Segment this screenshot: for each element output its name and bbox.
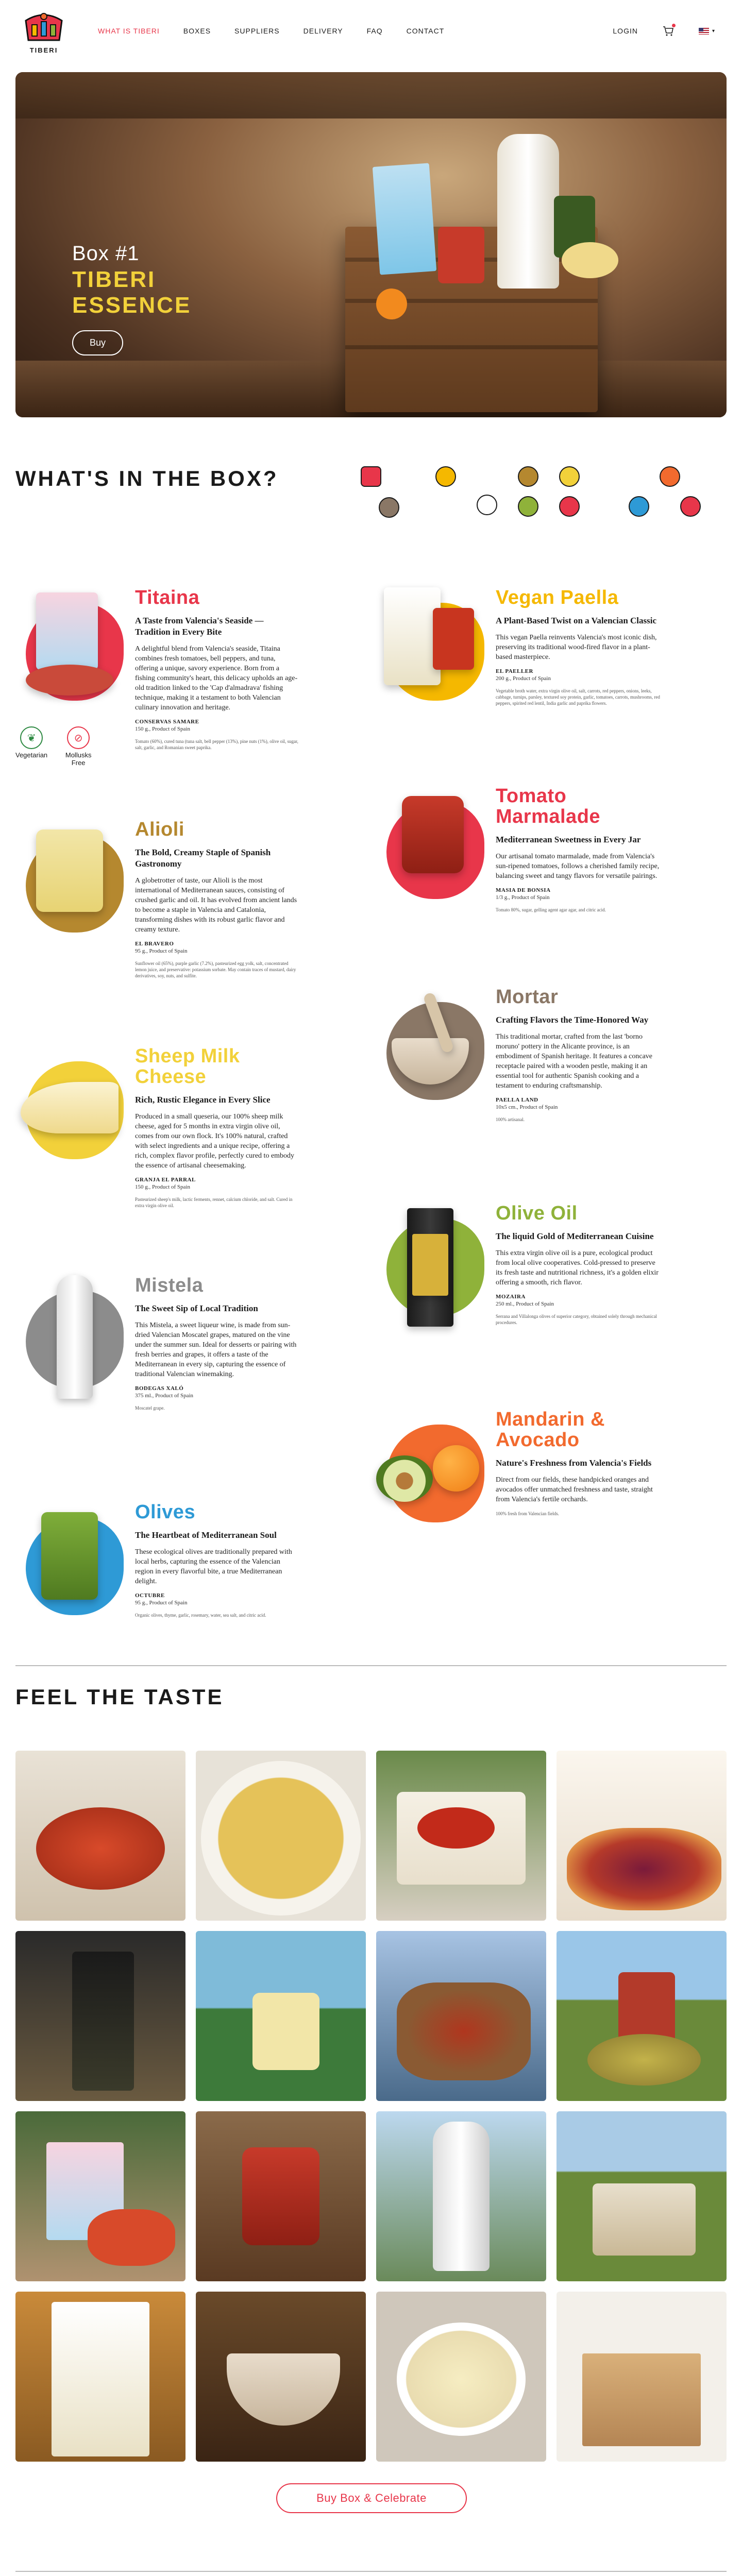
grapes-icon <box>559 496 580 517</box>
vegetarian-badge: ❦ Vegetarian <box>15 726 47 767</box>
product-heading: Crafting Flavors the Time-Honored Way <box>496 1015 649 1025</box>
hero-buy-button[interactable]: Buy <box>72 330 123 355</box>
gallery-photo-tomato-toast[interactable] <box>376 1751 546 1921</box>
product-card-olives <box>15 1502 345 1698</box>
gallery-photo-box-unboxing[interactable] <box>556 2292 727 2462</box>
product-icon-strip <box>361 466 721 523</box>
hero-jar-image <box>438 227 484 283</box>
hero-titaina-box-image <box>373 163 436 275</box>
nav-boxes[interactable]: BOXES <box>183 27 211 35</box>
product-brand: OCTUBRE <box>135 1592 165 1599</box>
product-ingredients: Tomato (60%), cured tuna (tuna salt, bell pepper (13%), pine nuts (1%), olive oil, sugar, salt, garlic, and Romanian sweet paprika. <box>135 739 298 750</box>
product-ingredients: Organic olives, thyme, garlic, rosemary, water, sea salt, and citric acid. <box>135 1613 266 1618</box>
paella-icon <box>435 466 456 487</box>
product-card-mortar <box>376 987 706 1182</box>
gallery-photo-alioli-jar[interactable] <box>196 1931 366 2101</box>
olives-icon <box>629 496 649 517</box>
product-image <box>15 1046 124 1180</box>
gallery-photo-mortar-garlic[interactable] <box>196 2292 366 2462</box>
language-selector[interactable] <box>699 28 715 35</box>
nav-suppliers[interactable]: SUPPLIERS <box>234 27 280 35</box>
avocado-icon <box>518 496 538 517</box>
product-text <box>496 587 661 706</box>
gallery-photo-paella-plate[interactable] <box>196 1751 366 1921</box>
hero-text <box>72 242 191 355</box>
product-name: Tomato Marmalade <box>496 785 601 827</box>
product-ingredients: Tomato 80%, sugar, gelling agent agar agar, and citric acid. <box>496 907 606 912</box>
product-heading: The Heartbeat of Mediterranean Soul <box>135 1530 277 1540</box>
chevron-down-icon: ▾ <box>712 28 715 34</box>
cheese-icon <box>559 466 580 487</box>
product-text <box>135 1046 300 1209</box>
product-name: Mortar <box>496 986 559 1008</box>
gallery-photo-titaina-tree[interactable] <box>15 2111 185 2281</box>
product-weight: 150 g., Product of Spain <box>135 726 190 732</box>
logo-emblem-icon <box>21 8 67 45</box>
product-text <box>496 786 661 913</box>
product-description: Produced in a small queseria, our 100% sheep milk cheese, aged for 5 months in extra virgin olive oil, comes from our own flock. It's 100% natural, crafted with select ingredients and a unique recipe, offering a rich, complex flavor profile, perfectly cured to embody the essence of artisanal cheesemaking. <box>135 1113 295 1170</box>
product-name: Mandarin & Avocado <box>496 1409 605 1451</box>
gallery-photo-bread-tomato[interactable] <box>376 1931 546 2101</box>
product-description: This vegan Paella reinvents Valencia's most iconic dish, preserving its traditional wood-fired flavor in a plant-based masterpiece. <box>496 634 657 661</box>
product-text <box>135 1502 300 1618</box>
section-divider <box>15 1665 727 1666</box>
olive-jar-icon <box>379 497 399 518</box>
product-card-vegan-paella <box>376 587 706 783</box>
product-heading: A Plant-Based Twist on a Valencian Classic <box>496 616 657 625</box>
product-heading: The Sweet Sip of Local Tradition <box>135 1303 258 1313</box>
cart-badge <box>672 24 676 27</box>
site-header <box>0 0 742 62</box>
product-card-olive-oil <box>376 1203 706 1399</box>
hero-orange-image <box>376 289 407 319</box>
product-text <box>135 1275 300 1411</box>
product-text <box>135 819 300 979</box>
bottle-icon <box>477 495 497 515</box>
product-weight: 95 g., Product of Spain <box>135 1600 188 1606</box>
nav-faq[interactable]: FAQ <box>366 27 383 35</box>
product-weight: 10x5 cm., Product of Spain <box>496 1104 558 1110</box>
product-name: Olives <box>135 1501 196 1523</box>
gallery-photo-wine-fruit[interactable] <box>556 1751 727 1921</box>
product-ingredients: Serrana and Villalonga olives of superior category, obtained solely through mechanical procedures. <box>496 1314 657 1325</box>
gallery-photo-olives-garden[interactable] <box>556 1931 727 2101</box>
product-description: This Mistela, a sweet liqueur wine, is made from sun-dried Valencian Moscatel grapes, matured on the vine under the summer sun. Ideal for desserts or pairing with fresh berries and grapes, it offers a taste of the Mediterranean in every sip, capturing the essence of traditional Valencian winemaking. <box>135 1321 297 1378</box>
header-actions <box>613 26 727 36</box>
product-description: These ecological olives are traditionally prepared with local herbs, capturing the essence of the Valencian region in every flavorful bite, a true Mediterranean delight. <box>135 1548 292 1585</box>
product-ingredients: 100% fresh from Valencian fields. <box>496 1511 560 1516</box>
product-weight: 95 g., Product of Spain <box>135 948 188 954</box>
product-image <box>15 1502 124 1636</box>
logo[interactable] <box>15 5 72 57</box>
product-card-mistela <box>15 1275 345 1471</box>
gallery-photo-cheese-park[interactable] <box>556 2111 727 2281</box>
product-name: Olive Oil <box>496 1202 578 1224</box>
product-image <box>376 987 484 1121</box>
product-brand: MASIA DE BONSIA <box>496 887 551 893</box>
login-link[interactable]: LOGIN <box>613 27 638 35</box>
product-ingredients: Pasteurized sheep's milk, lactic ferments, rennet, calcium chloride, and salt. Cured in extra virgin olive oil. <box>135 1197 293 1208</box>
product-name: Alioli <box>135 819 184 840</box>
product-image <box>376 786 484 920</box>
product-brand: PAELLA LAND <box>496 1097 538 1103</box>
product-brand: BODEGAS XALÓ <box>135 1385 184 1392</box>
nav-delivery[interactable]: DELIVERY <box>303 27 343 35</box>
product-ingredients: Moscatel grape. <box>135 1405 165 1411</box>
product-text <box>496 1203 661 1326</box>
product-heading: The Bold, Creamy Staple of Spanish Gastronomy <box>135 848 271 869</box>
cart-icon <box>663 26 674 36</box>
tomato-jar-icon <box>361 466 381 487</box>
diet-badges <box>15 726 94 767</box>
product-image <box>15 587 124 721</box>
product-text <box>496 1409 661 1517</box>
product-name: Mistela <box>135 1275 204 1296</box>
logo-text: TIBERI <box>29 46 58 54</box>
bowl-icon <box>518 466 538 487</box>
gallery-photo-paella-leaves[interactable] <box>15 2292 185 2462</box>
product-weight: 150 g., Product of Spain <box>135 1184 190 1190</box>
product-card-mandarin-avocado <box>376 1409 706 1605</box>
product-name: Titaina <box>135 587 200 608</box>
gallery-photo-mistela-bottle[interactable] <box>376 2111 546 2281</box>
footer-divider <box>15 2571 727 2572</box>
product-image <box>15 819 124 953</box>
product-heading: Nature's Freshness from Valencia's Fields <box>496 1458 652 1468</box>
product-name: Sheep Milk Cheese <box>135 1045 240 1088</box>
product-description: This extra virgin olive oil is a pure, ecological product from local olive cooperatives. Cold-pressed to preserve its fresh taste and nutritional richness, it's a golden elixir offering a smooth, rich flavor. <box>496 1249 659 1286</box>
hero-box-number: Box #1 <box>72 242 140 265</box>
gallery-photo-alioli-closeup[interactable] <box>376 2292 546 2462</box>
product-brand: MOZAIRA <box>496 1294 526 1300</box>
bread-icon <box>660 466 680 487</box>
product-image <box>15 1275 124 1409</box>
product-card-titaina <box>15 587 345 783</box>
product-weight: 375 ml., Product of Spain <box>135 1393 194 1399</box>
taste-section-title: FEEL THE TASTE <box>15 1685 224 1709</box>
hero-title-line2: ESSENCE <box>72 293 192 318</box>
product-description: Direct from our fields, these handpicked oranges and avocados offer unmatched freshness and taste, straight from Valencia's fertile orchards. <box>496 1476 653 1503</box>
product-weight: 1/3 g., Product of Spain <box>496 894 550 901</box>
gallery-photo-marmalade-jar[interactable] <box>196 2111 366 2281</box>
product-brand: EL BRAVERO <box>135 941 174 947</box>
product-weight: 250 ml., Product of Spain <box>496 1301 554 1307</box>
hero-banner <box>15 72 727 417</box>
buy-box-button[interactable]: Buy Box & Celebrate <box>276 2483 467 2513</box>
photo-gallery <box>15 1751 727 2462</box>
product-ingredients: Vegetable broth water, extra virgin olive oil, salt, carrots, red peppers, onions, leeks, cabbage, turnips, parsley, textured soy protein, garlic, tomatoes, carrots, mushrooms, red peppers, spirited red lentil, India garlic and paprika flowers. <box>496 688 660 706</box>
product-heading: The liquid Gold of Mediterranean Cuisine <box>496 1231 654 1241</box>
product-heading: Rich, Rustic Elegance in Every Slice <box>135 1095 271 1105</box>
product-brand: GRANJA EL PARRAL <box>135 1177 196 1183</box>
product-brand: EL PAELLER <box>496 668 533 674</box>
nav-what-is-tiberi[interactable]: WHAT IS TIBERI <box>98 27 160 35</box>
product-text <box>135 587 300 751</box>
shell-icon: ⊘ <box>67 726 90 749</box>
gallery-photo-olive-oil-bottle[interactable] <box>15 1931 185 2101</box>
product-card-tomato-marmalade <box>376 786 706 981</box>
hero-background-shelf <box>15 72 727 118</box>
mollusks-free-badge: ⊘ Mollusks Free <box>63 726 94 767</box>
gallery-photo-titaina-bowl[interactable] <box>15 1751 185 1921</box>
product-description: Our artisanal tomato marmalade, made from Valencia's sun-ripened tomatoes, follows a cherished family recipe, balancing sweet and tangy flavors for versatile pairings. <box>496 853 660 880</box>
product-ingredients: Sunflower oil (65%), purple garlic (7.2%), pasteurized egg yolk, salt, concentrated lemon juice, and preservative: potassium sorbate. May contain traces of mustard, dairy derivatives, soy, nuts, and sulfite. <box>135 961 296 978</box>
product-description: This traditional mortar, crafted from the last 'borno moruno' pottery in the Alicante province, is an embodiment of Spanish heritage. It features a concave receptacle paired with a wooden pestle, making it an essential tool for authentic Spanish cooking and a testament to enduring craftsmanship. <box>496 1033 652 1090</box>
hero-title-line1: TIBERI <box>72 267 156 292</box>
product-description: A delightful blend from Valencia's seaside, Titaina combines fresh tomatoes, bell peppers, and tuna, offering a unique, savory experience. Born from a fishing community's heart, this delicacy upholds an age-old tradition linked to the 'Cap d'almadrava' fishing technique, making it a testament to both Valencian culinary innovation and heritage. <box>135 645 298 711</box>
product-image <box>376 1409 484 1543</box>
fish-icon <box>680 496 701 517</box>
hero-cheese-image <box>562 242 618 278</box>
product-image <box>376 1203 484 1337</box>
product-card-alioli <box>15 819 345 1015</box>
product-weight: 200 g., Product of Spain <box>496 675 551 682</box>
nav-contact[interactable]: CONTACT <box>406 27 445 35</box>
product-description: A globetrotter of taste, our Alioli is the most international of Mediterranean sauces, consisting of crushed garlic and oil. It has evolved from ancient lands to become a staple in Valencia and Catalonia, transforming dishes with its robust garlic flavor and creamy texture. <box>135 877 297 934</box>
leaf-icon: ❦ <box>20 726 43 749</box>
product-heading: Mediterranean Sweetness in Every Jar <box>496 835 641 844</box>
product-card-sheep-milk-cheese <box>15 1046 345 1242</box>
product-ingredients: 100% artisanal. <box>496 1117 525 1122</box>
hero-mistela-bottle-image <box>497 134 559 289</box>
product-text <box>496 987 661 1123</box>
product-brand: CONSERVAS SAMARE <box>135 719 199 725</box>
product-name: Vegan Paella <box>496 587 619 608</box>
us-flag-icon <box>699 28 709 35</box>
product-image <box>376 587 484 721</box>
cart-button[interactable] <box>663 26 674 36</box>
main-nav <box>98 27 444 35</box>
box-section-title: WHAT'S IN THE BOX? <box>15 466 279 490</box>
product-heading: A Taste from Valencia's Seaside — Tradition in Every Bite <box>135 616 264 637</box>
